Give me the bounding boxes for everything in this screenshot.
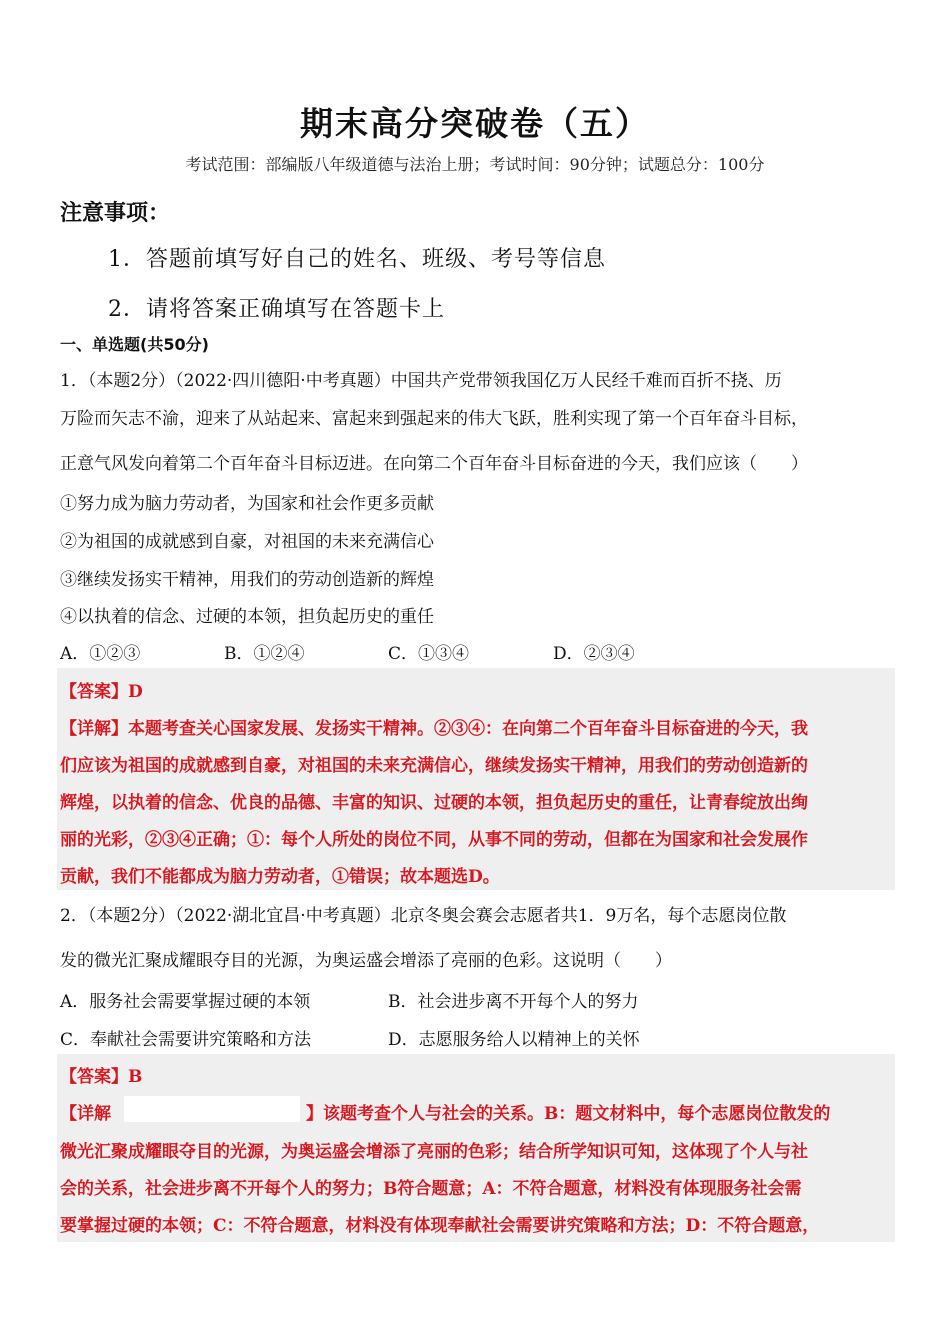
explanation-2-first-line: 】该题考查个人与社会的关系。B：题文材料中，每个志愿岗位散发的: [306, 1104, 831, 1124]
option-b: B．社会进步离不开每个人的努力: [388, 992, 639, 1012]
explanation-1: 【详解】本题考查关心国家发展、发扬实干精神。②③④：在向第二个百年奋斗目标奋进的今天，我: [60, 719, 808, 739]
question-1-statement: ②为祖国的成就感到自豪，对祖国的未来充满信心: [60, 532, 434, 552]
question-1-stem: 正意气风发向着第二个百年奋斗目标迈进。在向第二个百年奋斗目标奋进的今天，我们应该（ ）: [60, 454, 808, 474]
question-2-stem: 发的微光汇聚成耀眼夺目的光源，为奥运盛会增添了亮丽的色彩。这说明（ ）: [60, 951, 672, 971]
explanation-1: 辉煌，以执着的信念、优良的品德、丰富的知识、过硬的本领，担负起历史的重任，让青春绽放出绚: [60, 793, 808, 813]
question-1-statement: ④以执着的信念、过硬的本领，担负起历史的重任: [60, 607, 434, 627]
question-1-statement: ①努力成为脑力劳动者，为国家和社会作更多贡献: [60, 494, 434, 514]
question-1-stem: 万险而矢志不渝，迎来了从站起来、富起来到强起来的伟大飞跃，胜利实现了第一个百年奋斗目标，: [60, 409, 808, 429]
answer-2: 【答案】B: [60, 1067, 143, 1087]
notice-heading: 注意事项：: [60, 201, 171, 226]
notice-item: 1．答题前填写好自己的姓名、班级、考号等信息: [108, 247, 606, 272]
option-d: D．志愿服务给人以精神上的关怀: [388, 1030, 640, 1050]
question-1-statement: ③继续发扬实干精神，用我们的劳动创造新的辉煌: [60, 570, 434, 590]
section-heading: 一、单选题(共50分): [60, 335, 209, 354]
explanation-2: 会的关系，社会进步离不开每个人的努力；B符合题意；A：不符合题意，材料没有体现服务社会需: [60, 1179, 802, 1199]
page-title: 期末高分突破卷（五）: [300, 104, 650, 143]
answer-1: 【答案】D: [60, 682, 143, 702]
exam-info: 考试范围：部编版八年级道德与法治上册；考试时间：90分钟；试题总分：100分: [185, 155, 765, 174]
blank-box: [124, 1096, 300, 1122]
option-d: D．②③④: [553, 644, 635, 664]
question-1-stem: 1．（本题2分）（2022·四川德阳·中考真题）中国共产党带领我国亿万人民经千难而百折不挠、历: [60, 371, 782, 391]
option-b: B．①②④: [224, 644, 305, 664]
option-c: C．①③④: [388, 644, 470, 664]
explanation-2: 要掌握过硬的本领；C：不符合题意，材料没有体现奉献社会需要讲究策略和方法；D：不符合题意，: [60, 1216, 820, 1236]
notice-item: 2．请将答案正确填写在答题卡上: [108, 297, 445, 322]
option-c: C．奉献社会需要讲究策略和方法: [60, 1030, 312, 1050]
explanation-2: 微光汇聚成耀眼夺目的光源，为奥运盛会增添了亮丽的色彩；结合所学知识可知，这体现了个人与社: [60, 1142, 808, 1162]
option-a: A．服务社会需要掌握过硬的本领: [60, 992, 311, 1012]
explanation-2-prefix: 【详解: [60, 1104, 111, 1124]
option-a: A．①②③: [60, 644, 141, 664]
explanation-1: 丽的光彩，②③④正确；①：每个人所处的岗位不同，从事不同的劳动，但都在为国家和社会发展作: [60, 830, 808, 850]
explanation-1: 贡献，我们不能都成为脑力劳动者，①错误；故本题选D。: [60, 867, 500, 887]
question-2-stem: 2．（本题2分）（2022·湖北宜昌·中考真题）北京冬奥会赛会志愿者共1．9万名，每个志愿岗位散: [60, 906, 787, 926]
explanation-1: 们应该为祖国的成就感到自豪，对祖国的未来充满信心，继续发扬实干精神，用我们的劳动创造新的: [60, 756, 808, 776]
